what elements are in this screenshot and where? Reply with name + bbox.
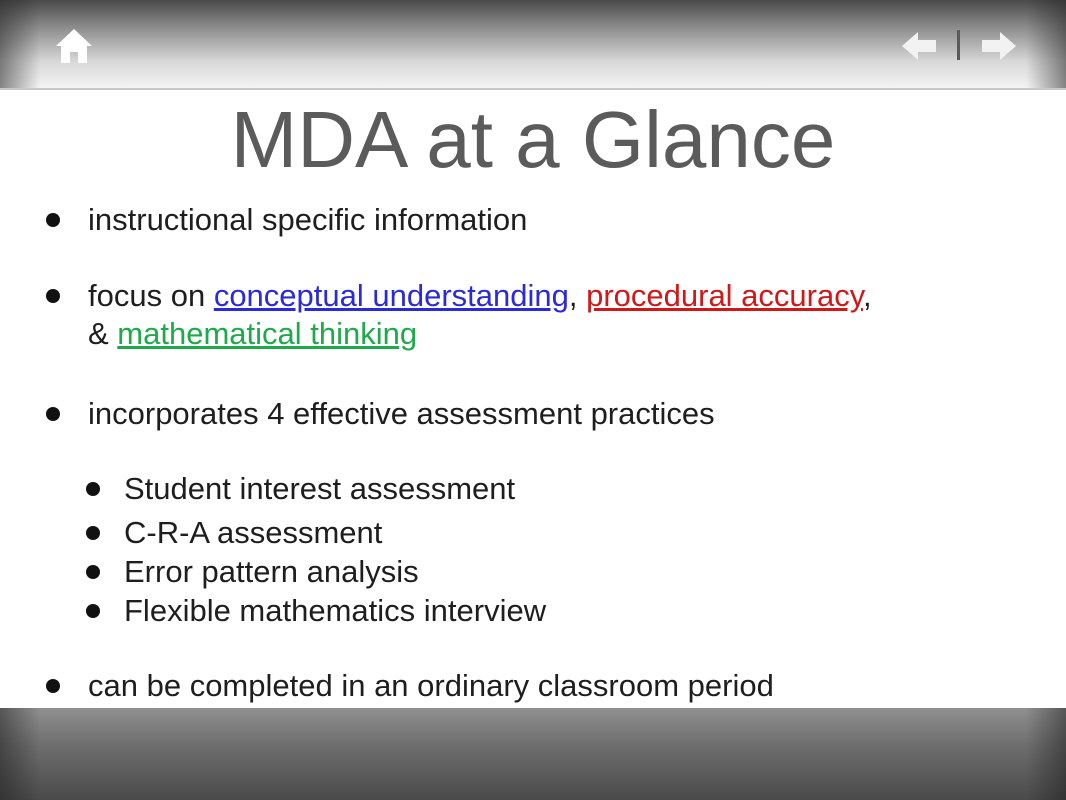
bullet-completed xyxy=(88,667,1048,705)
previous-slide-button[interactable] xyxy=(900,28,940,64)
next-slide-button[interactable] xyxy=(978,28,1018,64)
sub-bullet-flexible-interview xyxy=(124,592,1024,630)
bottom-shade-right xyxy=(1026,708,1066,800)
bullet-instructional xyxy=(88,201,1048,239)
bullet-dot xyxy=(46,679,60,693)
bullet-dot xyxy=(86,604,100,618)
sub-bullet-cra xyxy=(124,514,1024,552)
sub-bullet-error-pattern xyxy=(124,553,1024,591)
bullet-text: focus on xyxy=(88,278,214,313)
toolbar-shade-right xyxy=(1026,0,1066,88)
sub-bullet-student-interest xyxy=(124,470,1024,508)
separator-text: , xyxy=(568,278,587,313)
ampersand-text: & xyxy=(88,316,118,351)
bullet-text: can be completed in an ordinary classroom period xyxy=(88,668,774,703)
bullet-dot xyxy=(46,407,60,421)
bottom-bar xyxy=(0,708,1066,800)
bullet-dot xyxy=(46,213,60,227)
bullet-dot xyxy=(86,526,100,540)
home-icon xyxy=(52,26,96,66)
bullet-text: incorporates 4 effective assessment practices xyxy=(88,396,715,431)
bullet-dot xyxy=(46,289,60,303)
link-conceptual-understanding[interactable]: conceptual understanding xyxy=(213,278,569,313)
slide-title: MDA at a Glance xyxy=(230,95,836,184)
bullet-text: Error pattern analysis xyxy=(124,554,419,589)
bullet-text: C-R-A assessment xyxy=(124,515,383,550)
bullet-dot xyxy=(86,565,100,579)
arrow-right-icon xyxy=(978,28,1018,64)
bullet-text: instructional specific information xyxy=(88,202,528,237)
nav-divider xyxy=(957,30,960,60)
top-toolbar xyxy=(0,0,1066,90)
bullet-dot xyxy=(86,482,100,496)
bullet-text: Student interest assessment xyxy=(124,471,516,506)
link-procedural-accuracy[interactable]: procedural accuracy xyxy=(586,278,863,313)
bullet-text: Flexible mathematics interview xyxy=(124,593,547,628)
bullet-focus xyxy=(88,277,1048,353)
toolbar-shade-left xyxy=(0,0,40,88)
arrow-left-icon xyxy=(900,28,940,64)
home-button[interactable] xyxy=(52,26,96,66)
separator-text: , xyxy=(862,278,872,313)
bottom-shade-left xyxy=(0,708,40,800)
bullet-incorporates xyxy=(88,395,1048,433)
slide-navigation xyxy=(900,28,1018,64)
link-mathematical-thinking[interactable]: mathematical thinking xyxy=(117,316,418,351)
